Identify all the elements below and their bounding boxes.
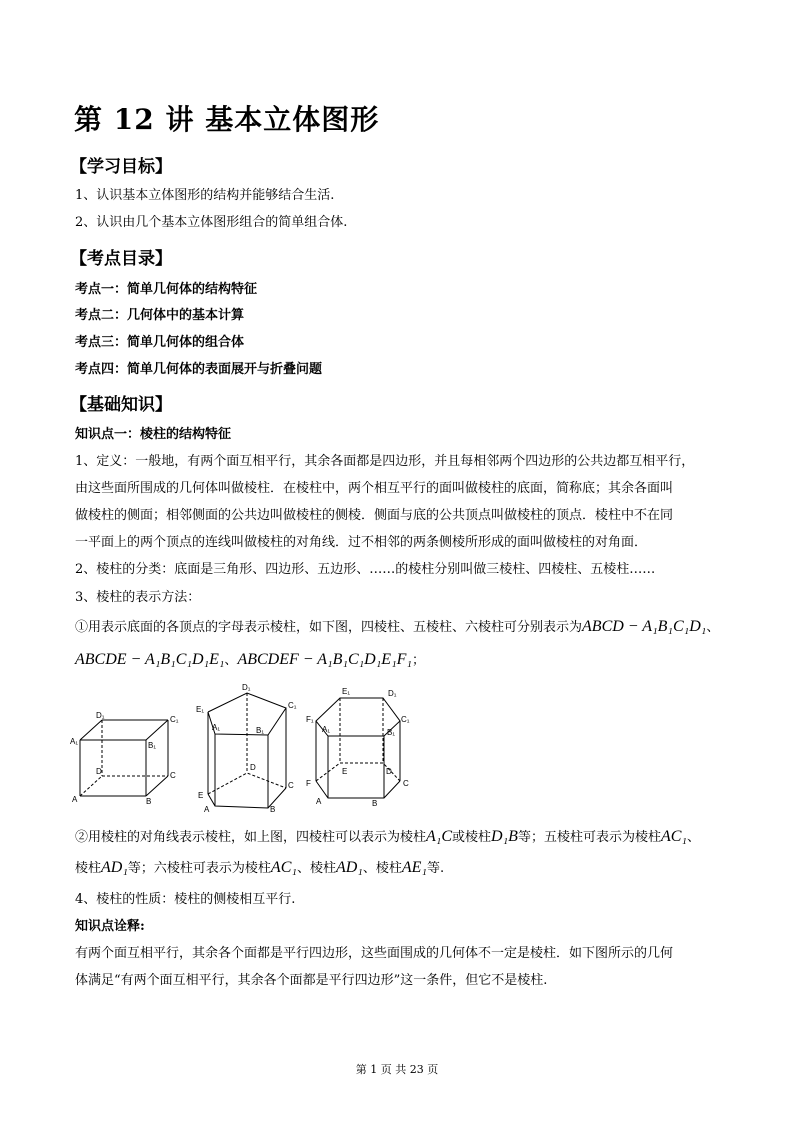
def-line-1: 1、定义：一般地，有两个面互相平行，其余各面都是四边形，并且每相邻两个四边形的公共边都互相平行，	[75, 454, 695, 469]
label-b: B	[372, 799, 378, 808]
math-ae1: AE₁	[401, 859, 427, 876]
label-c1: C₁	[401, 715, 410, 724]
explain-line-2: 体满足“有两个面互相平行，其余各个面都是平行四边形”这一条件，但它不是棱柱.	[75, 973, 548, 988]
label-b1: B₁	[387, 728, 396, 737]
math-abcd: ABCD − A₁B₁C₁D₁	[582, 618, 707, 635]
n2-i: 等.	[426, 861, 445, 876]
label-c: C	[403, 779, 409, 788]
math-ac1-hex: AC₁	[270, 859, 297, 876]
math-abcdef: ABCDEF − A₁B₁C₁D₁E₁F₁	[237, 651, 412, 668]
label-a1: A₁	[212, 723, 221, 732]
math-ac1: AC₁	[660, 828, 687, 845]
property-line: 4、棱柱的性质：棱柱的侧棱相互平行.	[75, 892, 296, 907]
def-line-2: 由这些面所围成的几何体叫做棱柱．在棱柱中，两个相互平行的面叫做棱柱的底面，简称底；其余各面叫	[75, 481, 674, 496]
prism-figures	[70, 678, 430, 813]
label-d: D	[386, 767, 392, 776]
label-a: A	[204, 805, 210, 813]
figure-pentagonal-prism	[208, 693, 286, 808]
label-e: E	[198, 791, 204, 800]
figure-quadrangular-prism	[80, 720, 168, 796]
notation-1-end: ；	[411, 653, 425, 668]
label-d1: D₁	[388, 689, 397, 698]
point-3: 考点三：简单几何体的组合体	[75, 335, 245, 350]
label-d: D	[250, 763, 256, 772]
n2-g: 、棱柱	[296, 861, 336, 876]
sep-1: 、	[706, 620, 720, 635]
label-c: C	[170, 771, 176, 780]
n2-a: ②用棱柱的对角线表示棱柱，如上图，四棱柱可以表示为棱柱	[75, 830, 427, 845]
label-e: E	[342, 767, 348, 776]
label-a: A	[316, 797, 322, 806]
point-1: 考点一：简单几何体的结构特征	[75, 282, 258, 297]
label-c: C	[288, 781, 294, 790]
n2-e: 棱柱	[75, 861, 102, 876]
notation-title: 3、棱柱的表示方法：	[75, 590, 201, 605]
notation-1-line-1	[75, 617, 719, 638]
explain-title: 知识点诠释:	[75, 919, 145, 934]
explain-line-1: 有两个面互相平行，其余各个面都是平行四边形，这些面围成的几何体不一定是棱柱．如下图所示的几何	[75, 946, 674, 961]
figure-3-labels	[306, 687, 410, 808]
point-2: 考点二：几何体中的基本计算	[75, 308, 245, 323]
point-4: 考点四：简单几何体的表面展开与折叠问题	[75, 362, 323, 377]
n2-f: 等；六棱柱可表示为棱柱	[127, 861, 271, 876]
math-ad1-hex: AD₁	[335, 859, 363, 876]
def-line-3: 做棱柱的侧面；相邻侧面的公共边叫做棱柱的侧棱．侧面与底的公共顶点叫做棱柱的顶点．棱柱中不在同	[75, 508, 674, 523]
label-f1: F₁	[306, 715, 314, 724]
label-f: F	[306, 779, 311, 788]
n2-h: 、棱柱	[362, 861, 402, 876]
label-b: B	[270, 805, 276, 813]
def-line-4: 一平面上的两个顶点的连线叫做棱柱的对角线．过不相邻的两条侧棱所形成的面叫做棱柱的对角面．	[75, 535, 648, 550]
classify-line: 2、棱柱的分类：底面是三角形、四边形、五边形、……的棱柱分别叫做三棱柱、四棱柱、五棱柱……	[75, 562, 656, 577]
n2-c: 等；五棱柱可表示为棱柱	[517, 830, 661, 845]
section-basics: 【基础知识】	[70, 395, 172, 415]
label-c1: C₁	[170, 715, 179, 724]
n2-b: 或棱柱	[452, 830, 492, 845]
math-a1c: A₁C	[426, 828, 453, 845]
label-e1: E₁	[196, 705, 205, 714]
notation-1-line-2	[75, 650, 425, 671]
n2-d: 、	[686, 830, 700, 845]
page-title: 第 12 讲 基本立体图形	[74, 103, 380, 136]
label-a: A	[72, 795, 78, 804]
label-d: D	[96, 767, 102, 776]
notation-1-text: ①用表示底面的各顶点的字母表示棱柱，如下图，四棱柱、五棱柱、六棱柱可分别表示为	[75, 620, 583, 635]
label-d1: D₁	[242, 683, 251, 692]
goal-2: 2、认识由几个基本立体图形组合的简单组合体.	[75, 215, 348, 230]
sep-2: 、	[224, 653, 238, 668]
label-a1: A₁	[322, 725, 331, 734]
page-footer: 第 1 页 共 23 页	[355, 1063, 439, 1076]
notation-2-line-1	[75, 827, 700, 848]
label-c1: C₁	[288, 701, 297, 710]
notation-2-line-2	[75, 858, 444, 879]
label-d1: D₁	[96, 711, 105, 720]
kp1-title: 知识点一：棱柱的结构特征	[75, 427, 232, 442]
label-b1: B₁	[256, 726, 265, 735]
label-b1: B₁	[148, 741, 157, 750]
math-ad1: AD₁	[101, 859, 128, 876]
section-goals: 【学习目标】	[70, 157, 172, 177]
label-a1: A₁	[70, 737, 79, 746]
label-e1: E₁	[342, 687, 351, 696]
math-abcde: ABCDE − A₁B₁C₁D₁E₁	[75, 651, 225, 668]
section-points: 【考点目录】	[70, 249, 172, 269]
goal-1: 1、认识基本立体图形的结构并能够结合生活.	[75, 188, 335, 203]
math-d1b: D₁B	[491, 828, 518, 845]
label-b: B	[146, 797, 152, 806]
figure-hexagonal-prism	[316, 698, 400, 798]
